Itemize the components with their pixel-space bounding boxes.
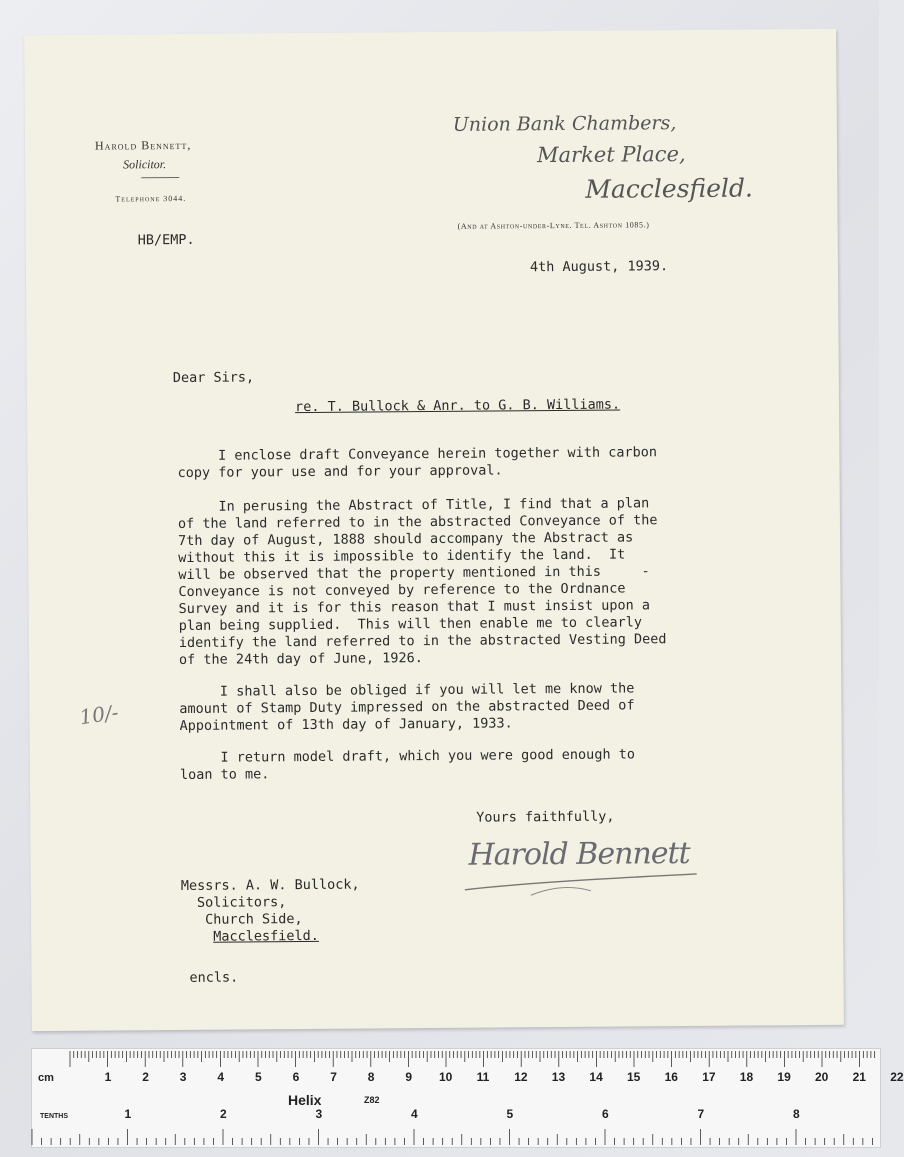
address-line-2: Market Place, [536, 142, 686, 168]
cm-number: 14 [589, 1070, 603, 1084]
cm-label: cm [38, 1072, 54, 1084]
ruler-ticks [32, 1049, 880, 1147]
inch-number: 4 [411, 1107, 418, 1121]
body-line: Conveyance is not conveyed by reference to the Ordnance [178, 580, 626, 601]
body-line: without this it is impossible to identify the land. It [178, 546, 626, 567]
cm-number: 13 [551, 1070, 566, 1084]
margin-pencil-note: 10/- [77, 699, 120, 730]
body-line: Survey and it is for this reason that I must insist upon a [178, 597, 651, 618]
cm-number: 19 [777, 1070, 791, 1084]
cm-number: 16 [664, 1070, 678, 1084]
inch-number: 8 [793, 1107, 800, 1121]
cm-number: 10 [439, 1070, 453, 1084]
inch-number: 2 [220, 1107, 227, 1121]
cm-number: 11 [476, 1070, 490, 1084]
recipient-line: Solicitors, [196, 894, 287, 911]
body-line: I return model draft, which you were good enough to [179, 746, 635, 767]
closing: Yours faithfully, [476, 808, 615, 826]
body-line: 7th day of August, 1888 should accompany the Abstract as [178, 529, 634, 550]
inch-number: 1 [124, 1107, 132, 1121]
tenths-label: TENTHS [40, 1113, 68, 1120]
ruler-model: Z82 [364, 1095, 380, 1105]
body-line: loan to me. [179, 766, 270, 784]
cm-number: 15 [627, 1070, 641, 1084]
cm-number: 17 [702, 1070, 716, 1084]
cm-number: 21 [852, 1070, 866, 1084]
cm-number: 4 [217, 1070, 225, 1084]
body-line: copy for your use and for your approval. [177, 462, 503, 482]
cm-number: 9 [405, 1070, 413, 1084]
inch-number: 5 [506, 1107, 514, 1121]
cm-number: 22 [890, 1070, 904, 1084]
inch-number: 7 [697, 1107, 705, 1121]
ruler-brand: Helix [288, 1092, 322, 1108]
subject-line: re. T. Bullock & Anr. to G. B. Williams. [294, 396, 621, 416]
recipient-town: Macclesfield. [213, 927, 319, 945]
cm-number: 8 [367, 1070, 375, 1084]
inch-number: 3 [315, 1107, 323, 1121]
body-line: In perusing the Abstract of Title, I find that a plan [177, 495, 650, 516]
cm-number: 7 [330, 1070, 337, 1084]
recipient-line: Messrs. A. W. Bullock, [180, 876, 360, 894]
body-line: will be observed that the property mentioned in this - [178, 563, 650, 584]
cm-number: 12 [514, 1070, 528, 1084]
solicitor-name: Harold Bennett, [94, 137, 192, 153]
body-line: Appointment of 13th day of January, 1933. [179, 715, 513, 735]
cm-number: 5 [255, 1070, 262, 1084]
enclosure-note: encls. [189, 969, 239, 986]
letter-page [24, 29, 844, 1031]
letterhead-rule [141, 177, 179, 178]
body-line: amount of Stamp Duty impressed on the abstracted Deed of [179, 697, 635, 718]
cm-number: 2 [142, 1070, 149, 1084]
body-line: of the 24th day of June, 1926. [178, 650, 423, 669]
letter-date: 4th August, 1939. [529, 258, 669, 276]
cm-number: 3 [179, 1070, 187, 1084]
cm-number: 6 [292, 1070, 300, 1084]
body-line: identify the land referred to in the abstracted Vesting Deed [178, 631, 667, 652]
telephone-number: Telephone 3044. [115, 193, 187, 204]
recipient-line: Church Side, [204, 911, 303, 928]
signature-flourish [461, 868, 701, 900]
body-line: I shall also be obliged if you will let me know the [179, 680, 635, 701]
body-line: I enclose draft Conveyance herein together with carbon [177, 444, 658, 465]
cm-number: 1 [104, 1070, 112, 1084]
signature: Harold Bennett [468, 836, 690, 873]
address-line-1: Union Bank Chambers, [452, 112, 677, 136]
inch-number: 6 [602, 1107, 609, 1121]
cm-number: 20 [815, 1070, 829, 1084]
cm-number: 18 [739, 1070, 754, 1084]
body-line: of the land referred to in the abstracted Conveyance of the [177, 512, 658, 533]
branch-note: (And at Ashton-under-Lyne. Tel. Ashton 1085.) [457, 220, 650, 231]
body-line: plan being supplied. This will then enable me to clearly [178, 614, 643, 635]
solicitor-title: Solicitor. [123, 157, 167, 172]
measuring-ruler [31, 1048, 904, 1148]
reference-code: HB/EMP. [137, 231, 195, 249]
salutation: Dear Sirs, [172, 369, 255, 387]
address-line-3: Macclesfield. [585, 173, 753, 204]
